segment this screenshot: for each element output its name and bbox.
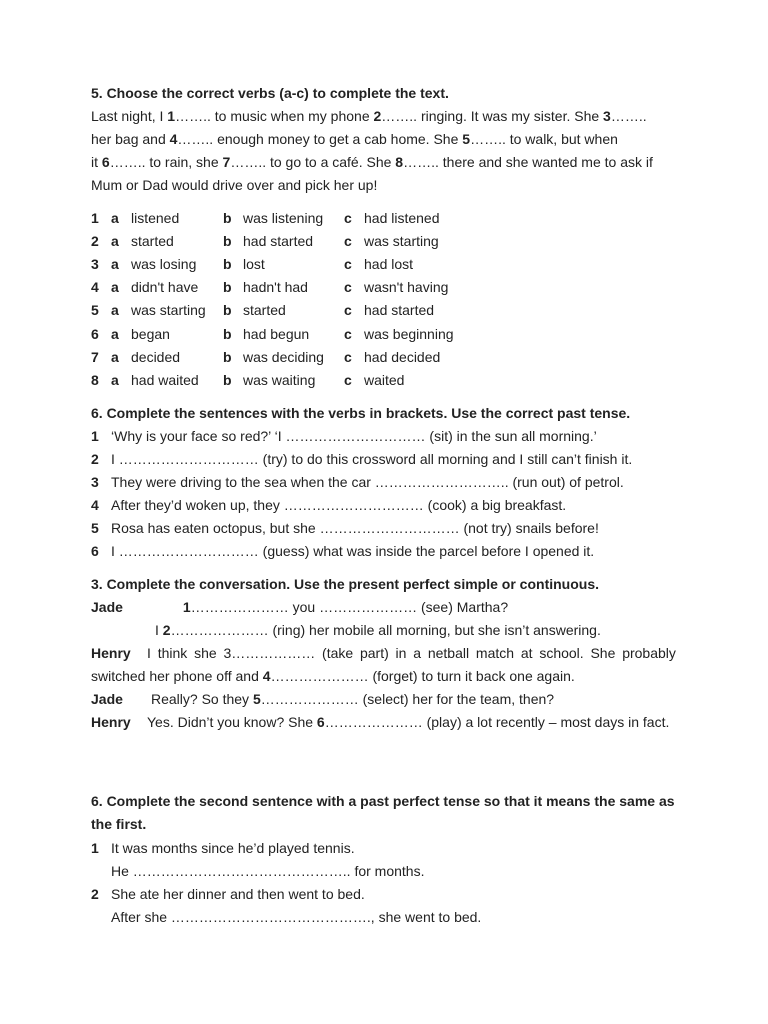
item-number: 8 xyxy=(91,372,99,388)
option-a: started xyxy=(131,233,174,249)
dialogue-text: ………………… (select) her for the team, then? xyxy=(260,691,555,707)
dialogue-word: netball xyxy=(427,645,470,661)
exercise-3-title: 3. Complete the conversation. Use the present perfect simple or continuous. xyxy=(91,576,599,592)
item-number: 6 xyxy=(91,543,99,559)
answer-line: He ……………………………………….. for months. xyxy=(111,863,425,879)
gap-number: 4 xyxy=(262,668,271,684)
option-letter: a xyxy=(111,326,119,342)
option-c: waited xyxy=(364,372,405,388)
dialogue-word: in xyxy=(395,645,407,661)
dialogue-line-3 xyxy=(91,644,676,662)
sentence: It was months since he’d played tennis. xyxy=(111,840,355,856)
option-b: was listening xyxy=(243,210,324,226)
option-a: was starting xyxy=(131,302,206,318)
option-letter: b xyxy=(223,372,232,388)
option-letter: b xyxy=(223,256,232,272)
item-number: 1 xyxy=(91,210,99,226)
text-line xyxy=(91,130,618,148)
dialogue-word: She xyxy=(590,645,616,661)
dialogue-line-2 xyxy=(155,621,601,639)
dialogue-text: ………………… (forget) to turn it back one again. xyxy=(270,668,575,684)
exercise-6b-title-cont: the first. xyxy=(91,816,147,832)
sentence: I ………………………… (try) to do this crossword all morning and I still can’t finish it. xyxy=(111,451,633,467)
dialogue-text: ………………… you ………………… (see) Martha? xyxy=(190,599,509,615)
gap-number: 4 xyxy=(169,131,178,147)
option-letter: a xyxy=(111,279,119,295)
sentence: Rosa has eaten octopus, but she ………………………… (not try) snails before! xyxy=(111,520,599,536)
dialogue-word: part) xyxy=(359,645,389,661)
option-letter: a xyxy=(111,349,119,365)
dialogue-word: at xyxy=(520,645,533,661)
text-segment: …….. xyxy=(610,108,647,124)
gap-number: 8 xyxy=(395,154,404,170)
item-number: 4 xyxy=(91,497,99,513)
dialogue-text: ………………… (ring) her mobile all morning, but she isn’t answering. xyxy=(170,622,601,638)
option-a: was losing xyxy=(131,256,197,272)
exercise-6b-title: 6. Complete the second sentence with a past perfect tense so that it means the same as xyxy=(91,793,675,809)
text-segment: …….. to walk, but when xyxy=(470,131,618,147)
sentence: After they’d woken up, they ………………………… (cook) a big breakfast. xyxy=(111,497,567,513)
text-line xyxy=(91,153,653,171)
option-b: lost xyxy=(243,256,265,272)
exercise-5-title: 5. Choose the correct verbs (a-c) to complete the text. xyxy=(91,85,449,101)
dialogue-word: a xyxy=(413,645,422,661)
dialogue-line-1 xyxy=(91,598,508,616)
text-segment: her bag and xyxy=(91,131,170,147)
item-number: 2 xyxy=(91,233,99,249)
option-letter: c xyxy=(344,256,352,272)
item-number: 3 xyxy=(91,474,99,490)
gap-number: 6 xyxy=(316,714,325,730)
option-letter: b xyxy=(223,279,232,295)
text-segment: …….. enough money to get a cab home. She xyxy=(177,131,463,147)
text-segment: Last night, I xyxy=(91,108,168,124)
option-c: had decided xyxy=(364,349,441,365)
option-b: hadn't had xyxy=(243,279,308,295)
dialogue-word: I xyxy=(147,645,151,661)
dialogue-word: think xyxy=(157,645,188,661)
dialogue-line-4 xyxy=(91,667,575,685)
option-a: didn't have xyxy=(131,279,199,295)
option-c: had listened xyxy=(364,210,440,226)
option-letter: b xyxy=(223,349,232,365)
dialogue-word: school. xyxy=(539,645,584,661)
dialogue-word: probably xyxy=(622,645,676,661)
dialogue-line-6 xyxy=(91,713,669,731)
option-c: had started xyxy=(364,302,435,318)
option-letter: c xyxy=(344,233,352,249)
text-segment: Mum or Dad would drive over and pick her up! xyxy=(91,177,378,193)
option-letter: a xyxy=(111,233,119,249)
text-segment: …….. to rain, she xyxy=(109,154,223,170)
item-number: 5 xyxy=(91,302,99,318)
item-number: 6 xyxy=(91,326,99,342)
option-letter: c xyxy=(344,302,352,318)
option-b: had started xyxy=(243,233,314,249)
item-number: 7 xyxy=(91,349,99,365)
dialogue-word: she xyxy=(194,645,217,661)
item-number: 1 xyxy=(91,428,99,444)
speaker-name: Henry xyxy=(91,714,131,730)
option-c: wasn't having xyxy=(364,279,449,295)
option-letter: b xyxy=(223,210,232,226)
speaker-name: Jade xyxy=(91,691,123,707)
sentence: She ate her dinner and then went to bed. xyxy=(111,886,365,902)
dialogue-word: (take xyxy=(322,645,354,661)
dialogue-word: 3……………… xyxy=(223,645,316,661)
option-a: listened xyxy=(131,210,180,226)
gap-number: 5 xyxy=(252,691,261,707)
gap-number: 7 xyxy=(222,154,231,170)
text-line xyxy=(91,107,647,125)
option-letter: a xyxy=(111,210,119,226)
option-letter: a xyxy=(111,372,119,388)
text-segment: …….. to music when my phone xyxy=(175,108,374,124)
item-number: 5 xyxy=(91,520,99,536)
dialogue-text: Really? So they xyxy=(151,691,253,707)
dialogue-text: I xyxy=(155,622,163,638)
dialogue-word: match xyxy=(475,645,515,661)
text-segment: …….. to go to a café. She xyxy=(230,154,396,170)
option-letter: b xyxy=(223,326,232,342)
item-number: 2 xyxy=(91,451,99,467)
option-c: had lost xyxy=(364,256,414,272)
gap-number: 1 xyxy=(182,599,191,615)
gap-number: 6 xyxy=(101,154,110,170)
option-letter: a xyxy=(111,256,119,272)
speaker-name: Henry xyxy=(91,645,131,661)
text-segment: it xyxy=(91,154,102,170)
speaker-name: Jade xyxy=(91,599,123,615)
option-b: was waiting xyxy=(243,372,316,388)
option-letter: b xyxy=(223,302,232,318)
option-letter: c xyxy=(344,210,352,226)
exercise-6-title: 6. Complete the sentences with the verbs in brackets. Use the correct past tense. xyxy=(91,405,631,421)
sentence: I ………………………… (guess) what was inside the parcel before I opened it. xyxy=(111,543,595,559)
option-c: was beginning xyxy=(364,326,454,342)
dialogue-line-5 xyxy=(91,690,554,708)
option-letter: c xyxy=(344,279,352,295)
text-segment: …….. ringing. It was my sister. She xyxy=(381,108,604,124)
item-number: 3 xyxy=(91,256,99,272)
item-number: 1 xyxy=(91,840,99,856)
gap-number: 2 xyxy=(373,108,382,124)
option-letter: c xyxy=(344,326,352,342)
gap-number: 3 xyxy=(603,108,611,124)
option-letter: c xyxy=(344,349,352,365)
sentence: They were driving to the sea when the car ……………………….. (run out) of petrol. xyxy=(111,474,624,490)
gap-number: 2 xyxy=(162,622,171,638)
option-a: began xyxy=(131,326,170,342)
option-b: had begun xyxy=(243,326,310,342)
option-c: was starting xyxy=(364,233,439,249)
text-line xyxy=(91,176,377,194)
option-b: started xyxy=(243,302,286,318)
option-letter: b xyxy=(223,233,232,249)
dialogue-text: switched her phone off and xyxy=(91,668,263,684)
dialogue-text: ………………… (play) a lot recently – most days in fact. xyxy=(324,714,670,730)
gap-number: 5 xyxy=(462,131,471,147)
dialogue-text: Yes. Didn’t you know? She xyxy=(147,714,317,730)
option-b: was deciding xyxy=(243,349,324,365)
option-a: decided xyxy=(131,349,181,365)
sentence: ‘Why is your face so red?’ ‘I ………………………… (sit) in the sun all morning.’ xyxy=(111,428,597,444)
item-number: 2 xyxy=(91,886,99,902)
item-number: 4 xyxy=(91,279,99,295)
option-letter: a xyxy=(111,302,119,318)
text-segment: …….. there and she wanted me to ask if xyxy=(403,154,653,170)
option-letter: c xyxy=(344,372,352,388)
answer-line: After she ……………………………………., she went to bed. xyxy=(111,909,482,925)
gap-number: 1 xyxy=(167,108,176,124)
option-a: had waited xyxy=(131,372,199,388)
